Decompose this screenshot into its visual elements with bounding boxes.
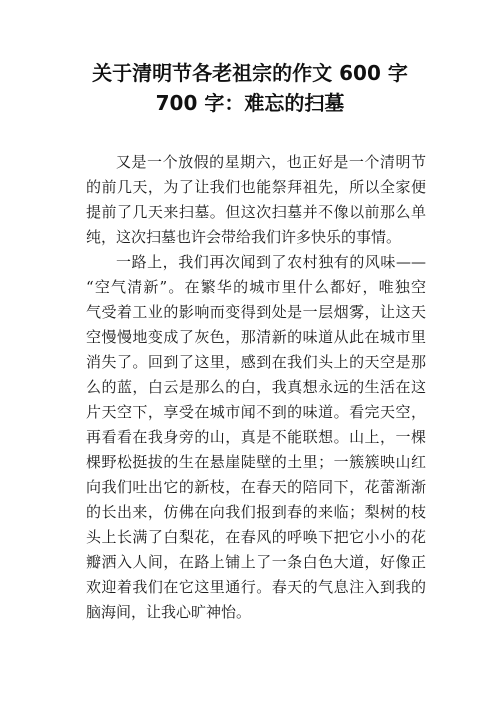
paragraph-line: 的前几天，为了让我们也能祭拜祖先，所以全家便 <box>86 178 426 196</box>
paragraph-line: 欢迎着我们在它这里通行。春天的气息注入到我的 <box>86 578 426 596</box>
paragraph-line: 空慢慢地变成了灰色，那清新的味道从此在城市里 <box>86 328 426 346</box>
paragraph-line: 消失了。回到了这里，感到在我们头上的天空是那 <box>86 353 426 371</box>
paragraph-line: 又是一个放假的星期六，也正好是一个清明节 <box>116 153 426 171</box>
article-body <box>86 150 426 625</box>
paragraph-line: 瓣洒入人间，在路上铺上了一条白色大道，好像正 <box>86 553 426 571</box>
paragraph-line: 一路上，我们再次闻到了农村独有的风味—— <box>116 253 426 271</box>
paragraph-2 <box>86 250 426 625</box>
paragraph-line: 气受着工业的影响而变得到处是一层烟雾，让这天 <box>86 303 426 321</box>
paragraph-line: 纯，这次扫墓也许会带给我们许多快乐的事情。 <box>86 228 402 246</box>
paragraph-line: 脑海间，让我心旷神怡。 <box>86 603 252 621</box>
paragraph-line: 向我们吐出它的新枝，在春天的陪同下，花蕾渐渐 <box>86 478 426 496</box>
paragraph-1 <box>86 150 426 250</box>
paragraph-line: 提前了几天来扫墓。但这次扫墓并不像以前那么单 <box>86 203 426 221</box>
article-title <box>40 58 460 118</box>
paragraph-line: 么的蓝，白云是那么的白，我真想永远的生活在这 <box>86 378 426 396</box>
title-line-1: 关于清明节各老祖宗的作文 600 字 <box>92 61 408 85</box>
paragraph-line: 棵野松挺拔的生在悬崖陡壁的土里；一簇簇映山红 <box>86 453 426 471</box>
paragraph-line: 的长出来，仿佛在向我们报到春的来临；梨树的枝 <box>86 503 426 521</box>
paragraph-line: “空气清新”。在繁华的城市里什么都好，唯独空 <box>86 278 426 296</box>
paragraph-line: 片天空下，享受在城市闻不到的味道。看完天空， <box>86 403 426 421</box>
paragraph-line: 再看看在我身旁的山，真是不能联想。山上，一棵 <box>86 428 426 446</box>
paragraph-line: 头上长满了白梨花，在春风的呼唤下把它小小的花 <box>86 528 426 546</box>
title-line-2: 700 字：难忘的扫墓 <box>155 91 345 115</box>
